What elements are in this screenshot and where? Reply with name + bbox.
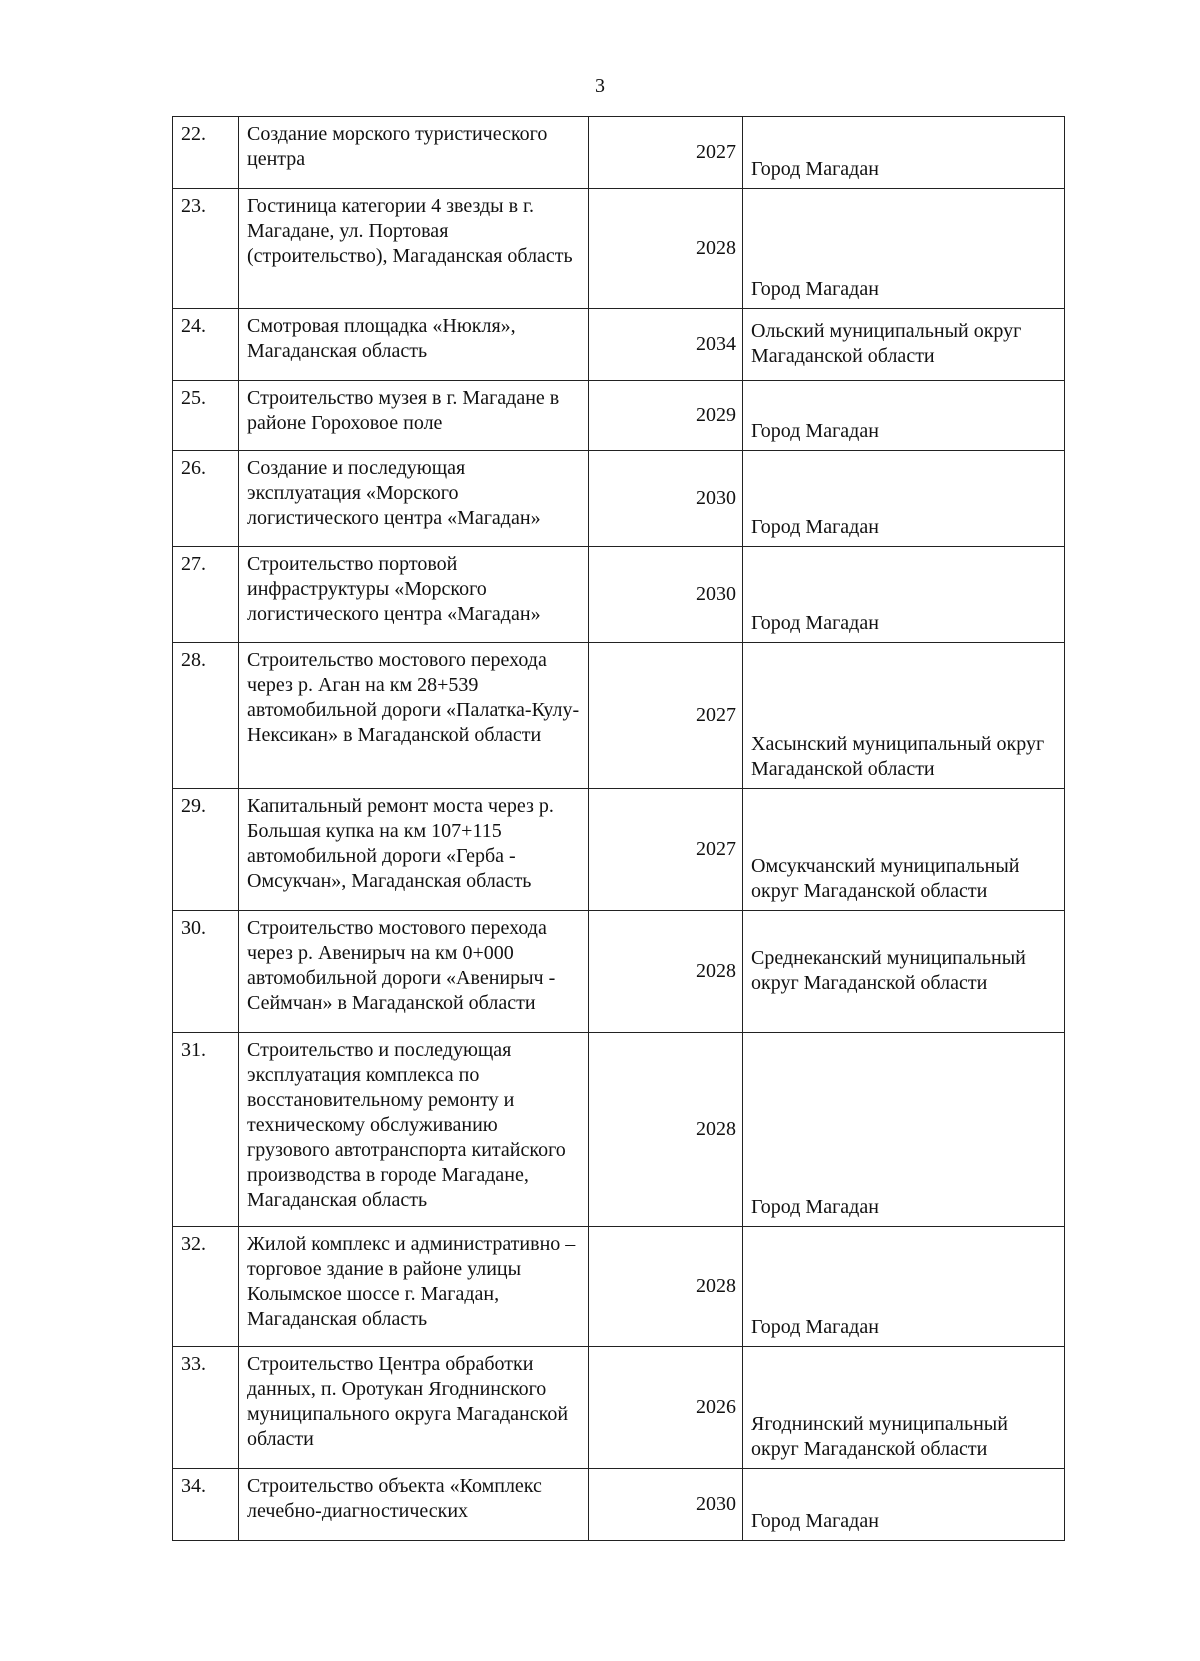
table-row (173, 1227, 1065, 1347)
completion-year: 2027 (589, 117, 743, 189)
table-row (173, 189, 1065, 309)
completion-year: 2028 (589, 189, 743, 309)
completion-year: 2027 (589, 789, 743, 911)
row-number: 33. (173, 1347, 239, 1469)
completion-year: 2030 (589, 547, 743, 643)
table-row (173, 381, 1065, 451)
project-name: Строительство и последующая эксплуатация комплекса по восстановительному ремонту и техническому обслуживанию грузового автотранспорта китайского производства в городе Магадане, Магаданская область (239, 1033, 589, 1227)
project-name: Жилой комплекс и административно – торговое здание в районе улицы Колымское шоссе г. Магадан, Магаданская область (239, 1227, 589, 1347)
project-location: Ягоднинский муниципальный округ Магаданской области (743, 1347, 1065, 1469)
project-name: Смотровая площадка «Нюкля», Магаданская область (239, 309, 589, 381)
table-row (173, 911, 1065, 1033)
row-number: 34. (173, 1469, 239, 1541)
completion-year: 2028 (589, 1227, 743, 1347)
table-row (173, 547, 1065, 643)
project-name: Гостиница категории 4 звезды в г. Магадане, ул. Портовая (строительство), Магаданская область (239, 189, 589, 309)
page-number: 3 (595, 75, 605, 97)
project-location: Город Магадан (743, 381, 1065, 451)
completion-year: 2029 (589, 381, 743, 451)
completion-year: 2030 (589, 1469, 743, 1541)
project-name: Строительство Центра обработки данных, п. Оротукан Ягоднинского муниципального округа Магаданской области (239, 1347, 589, 1469)
table-row (173, 1347, 1065, 1469)
table-row (173, 1469, 1065, 1541)
project-location: Среднеканский муниципальный округ Магаданской области (743, 911, 1065, 1033)
row-number: 23. (173, 189, 239, 309)
project-location: Город Магадан (743, 451, 1065, 547)
project-name: Капитальный ремонт моста через р. Большая купка на км 107+115 автомобильной дороги «Герба - Омсукчан», Магаданская область (239, 789, 589, 911)
project-location: Город Магадан (743, 1469, 1065, 1541)
project-name: Строительство мостового перехода через р. Авенирыч на км 0+000 автомобильной дороги «Авенирыч - Сеймчан» в Магаданской области (239, 911, 589, 1033)
project-name: Строительство портовой инфраструктуры «Морского логистического центра «Магадан» (239, 547, 589, 643)
row-number: 32. (173, 1227, 239, 1347)
project-location: Город Магадан (743, 117, 1065, 189)
project-location: Город Магадан (743, 189, 1065, 309)
project-name: Строительство музея в г. Магадане в районе Гороховое поле (239, 381, 589, 451)
row-number: 22. (173, 117, 239, 189)
table-row (173, 451, 1065, 547)
row-number: 28. (173, 643, 239, 789)
completion-year: 2028 (589, 1033, 743, 1227)
completion-year: 2034 (589, 309, 743, 381)
row-number: 25. (173, 381, 239, 451)
table-row (173, 643, 1065, 789)
project-location: Омсукчанский муниципальный округ Магаданской области (743, 789, 1065, 911)
project-name: Создание морского туристического центра (239, 117, 589, 189)
completion-year: 2028 (589, 911, 743, 1033)
table-row (173, 1033, 1065, 1227)
table-row (173, 789, 1065, 911)
projects-table (172, 116, 1065, 1541)
project-location: Город Магадан (743, 1227, 1065, 1347)
completion-year: 2027 (589, 643, 743, 789)
row-number: 24. (173, 309, 239, 381)
row-number: 29. (173, 789, 239, 911)
row-number: 31. (173, 1033, 239, 1227)
project-name: Создание и последующая эксплуатация «Морского логистического центра «Магадан» (239, 451, 589, 547)
row-number: 27. (173, 547, 239, 643)
project-location: Город Магадан (743, 547, 1065, 643)
completion-year: 2030 (589, 451, 743, 547)
project-location: Город Магадан (743, 1033, 1065, 1227)
project-name: Строительство объекта «Комплекс лечебно-диагностических (239, 1469, 589, 1541)
project-location: Ольский муниципальный округ Магаданской области (743, 309, 1065, 381)
row-number: 26. (173, 451, 239, 547)
completion-year: 2026 (589, 1347, 743, 1469)
table-row (173, 309, 1065, 381)
project-name: Строительство мостового перехода через р. Аган на км 28+539 автомобильной дороги «Палатка-Кулу-Нексикан» в Магаданской области (239, 643, 589, 789)
projects-table-body (173, 117, 1065, 1541)
row-number: 30. (173, 911, 239, 1033)
table-row (173, 117, 1065, 189)
project-location: Хасынский муниципальный округ Магаданской области (743, 643, 1065, 789)
